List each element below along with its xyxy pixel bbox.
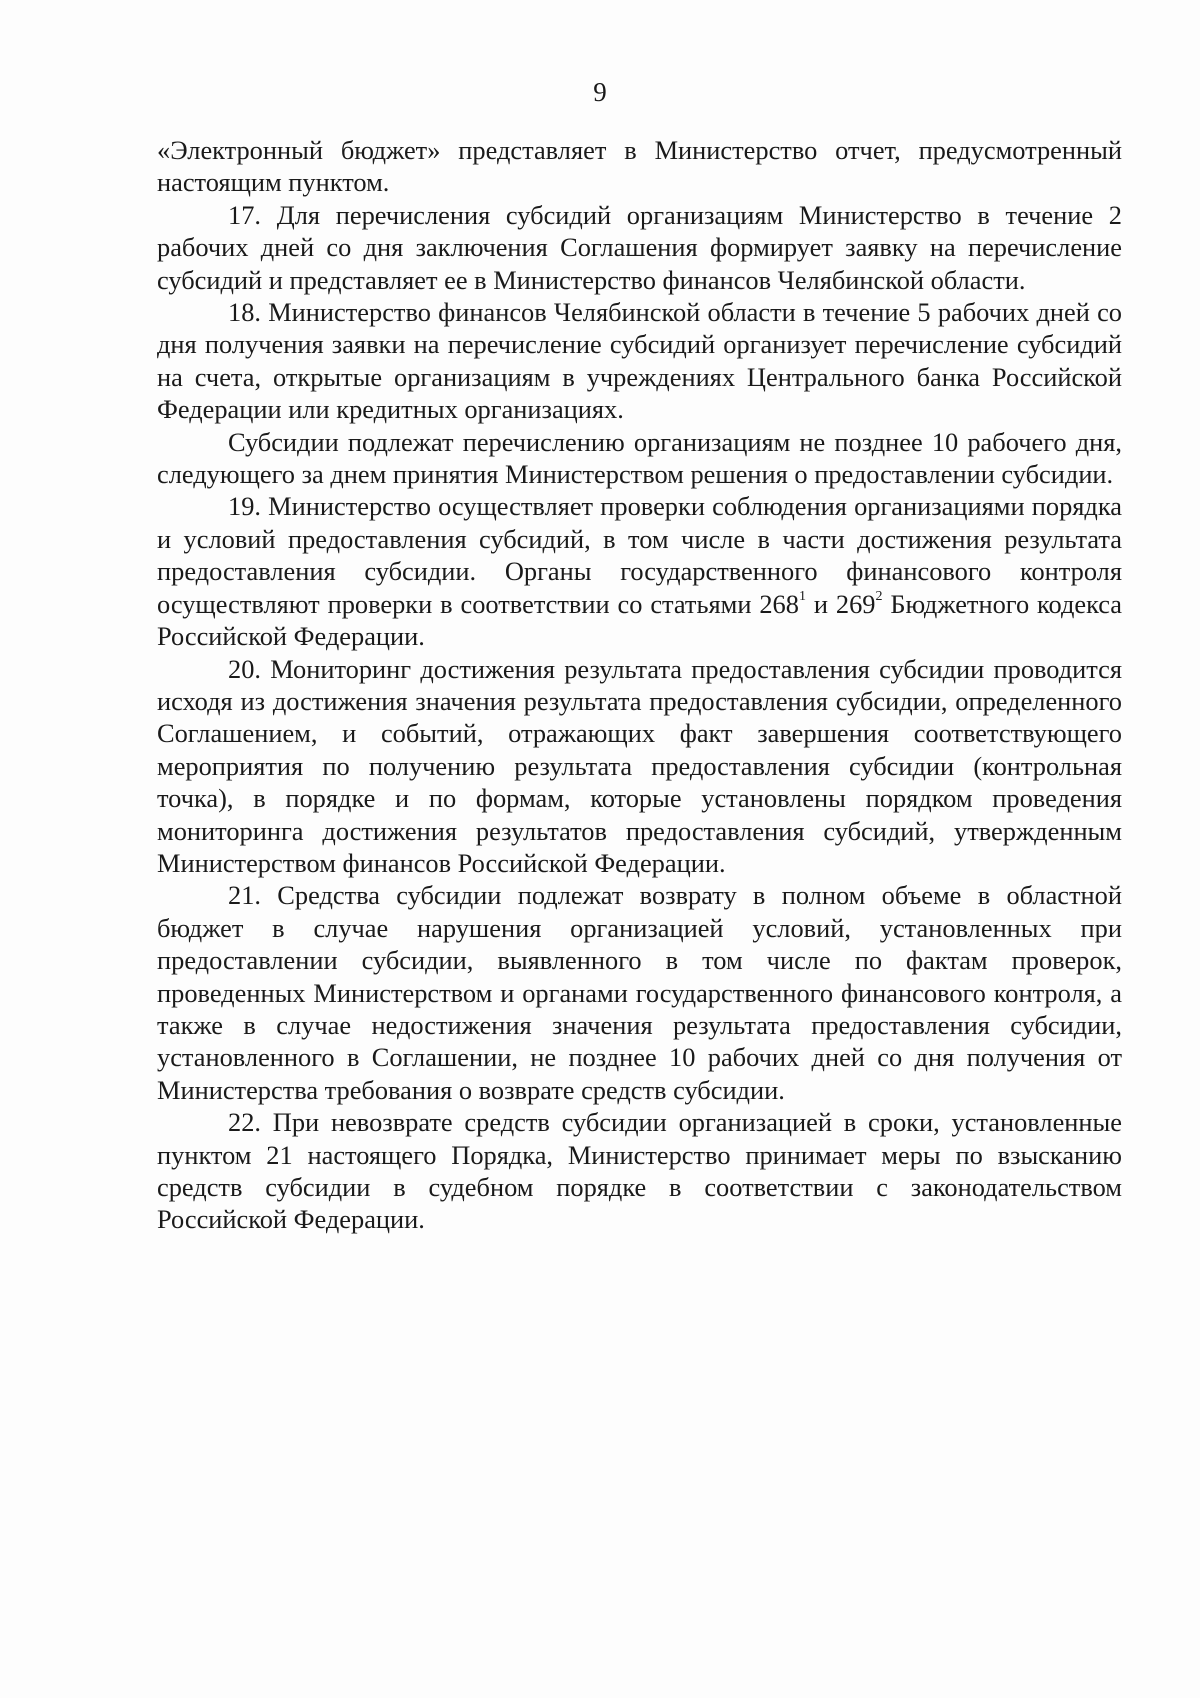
paragraph-continuation: «Электронный бюджет» представляет в Министерство отчет, предусмотренный настоящим пунктом. bbox=[157, 135, 1122, 198]
superscript-1: 1 bbox=[798, 588, 806, 604]
superscript-2: 2 bbox=[875, 588, 883, 604]
paragraph-18-subsidies: Субсидии подлежат перечислению организациям не позднее 10 рабочего дня, следующего за днем принятия Министерством решения о предоставлении субсидии. bbox=[157, 426, 1122, 490]
paragraph-19-text-before: 19. Министерство осуществляет проверки соблюдения организациями порядка и условий предоставления субсидий, в том числе в части достижения результата предоставления субсидии. Органы государственного финансового контроля осуществляют проверки в соответствии со статьями 268 bbox=[157, 491, 1122, 619]
paragraph-20: 20. Мониторинг достижения результата предоставления субсидии проводится исходя из достижения значения результата предоставления субсидии, определенного Соглашением, и событий, отражающих факт завершения соответствующего мероприятия по получению результата предоставления субсидии (контрольная точка), в порядке и по формам, которые установлены порядком проведения мониторинга достижения результатов предоставления субсидий, утвержденным Министерством финансов Российской Федерации. bbox=[157, 653, 1122, 878]
paragraph-19 bbox=[157, 490, 1122, 652]
paragraph-17: 17. Для перечисления субсидий организациям Министерство в течение 2 рабочих дней со дня заключения Соглашения формирует заявку на перечисление субсидий и представляет ее в Министерство финансов Челябинской области. bbox=[157, 199, 1122, 295]
document-body bbox=[157, 134, 1122, 1236]
page-number: 9 bbox=[593, 77, 607, 107]
paragraph-21: 21. Средства субсидии подлежат возврату в полном объеме в областной бюджет в случае нарушения организацией условий, установленных при предоставлении субсидии, выявленного в том числе по фактам проверок, проведенных Министерством и органами государственного финансового контроля, а также в случае недостижения значения результата предоставления субсидии, установленного в Соглашении, не позднее 10 рабочих дней со дня получения от Министерства требования о возврате средств субсидии. bbox=[157, 880, 1122, 1105]
paragraph-19-text-after: Бюджетного кодекса Российской Федерации. bbox=[157, 588, 1123, 652]
paragraph-19-text-mid: и 269 bbox=[805, 588, 876, 619]
paragraph-18: 18. Министерство финансов Челябинской области в течение 5 рабочих дней со дня получения заявки на перечисление субсидий организует перечисление субсидий на счета, открытые организациям в учреждениях Центрального банка Российской Федерации или кредитных организациях. bbox=[157, 297, 1122, 425]
paragraph-22: 22. При невозврате средств субсидии организацией в сроки, установленные пунктом 21 настоящего Порядка, Министерство принимает меры по взысканию средств субсидии в судебном порядке в соответствии с законодательством Российской Федерации. bbox=[157, 1107, 1122, 1235]
